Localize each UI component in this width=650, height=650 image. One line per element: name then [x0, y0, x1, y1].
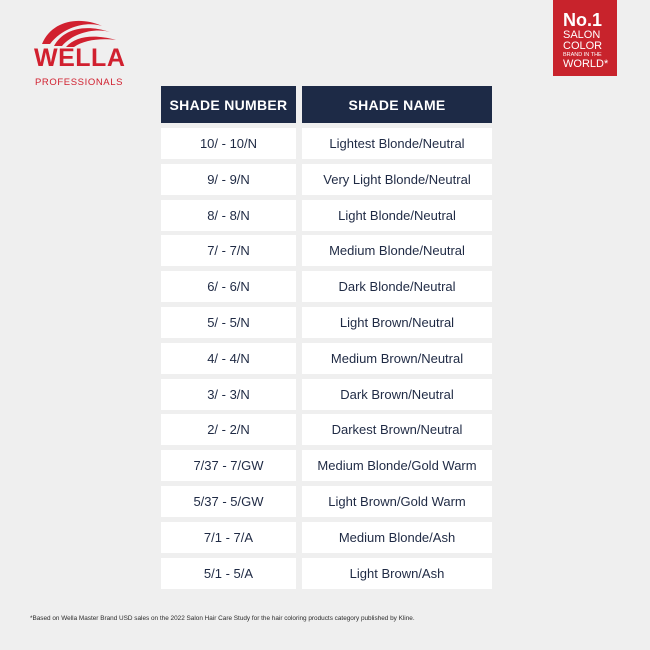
table-row	[0, 164, 650, 200]
shade-name-cell: Light Brown/Gold Warm	[302, 486, 492, 517]
table-row	[0, 343, 650, 379]
shade-name-cell: Medium Blonde/Gold Warm	[302, 450, 492, 481]
wella-logo	[30, 14, 140, 88]
table-row	[0, 200, 650, 236]
shade-table-body	[0, 128, 650, 593]
shade-number-cell: 7/1 - 7/A	[161, 522, 296, 553]
shade-name-cell: Light Blonde/Neutral	[302, 200, 492, 231]
shade-number-cell: 7/37 - 7/GW	[161, 450, 296, 481]
shade-number-cell: 9/ - 9/N	[161, 164, 296, 195]
table-row	[0, 522, 650, 558]
badge-line-3: COLOR	[563, 40, 603, 52]
badge-line-1: No.1	[563, 10, 603, 30]
shade-name-cell: Darkest Brown/Neutral	[302, 414, 492, 445]
shade-number-cell: 2/ - 2/N	[161, 414, 296, 445]
column-header-shade-number: SHADE NUMBER	[161, 86, 296, 123]
badge-line-4: BRAND IN THE	[563, 52, 602, 58]
table-row	[0, 486, 650, 522]
shade-name-cell: Medium Blonde/Ash	[302, 522, 492, 553]
shade-number-cell: 10/ - 10/N	[161, 128, 296, 159]
shade-number-cell: 5/1 - 5/A	[161, 558, 296, 589]
no1-badge	[553, 0, 617, 76]
footnote: *Based on Wella Master Brand USD sales on the 2022 Salon Hair Care Study for the hair coloring products category published by Kline.	[30, 615, 415, 622]
table-row	[0, 307, 650, 343]
shade-name-cell: Light Brown/Ash	[302, 558, 492, 589]
shade-number-cell: 6/ - 6/N	[161, 271, 296, 302]
table-row	[0, 450, 650, 486]
table-row	[0, 271, 650, 307]
shade-number-cell: 5/ - 5/N	[161, 307, 296, 338]
table-row	[0, 379, 650, 415]
table-row	[0, 414, 650, 450]
shade-number-cell: 4/ - 4/N	[161, 343, 296, 374]
shade-number-cell: 3/ - 3/N	[161, 379, 296, 410]
table-row	[0, 558, 650, 594]
shade-name-cell: Very Light Blonde/Neutral	[302, 164, 492, 195]
shade-number-cell: 7/ - 7/N	[161, 235, 296, 266]
shade-name-cell: Light Brown/Neutral	[302, 307, 492, 338]
table-row	[0, 128, 650, 164]
shade-name-cell: Lightest Blonde/Neutral	[302, 128, 492, 159]
brand-sub: PROFESSIONALS	[35, 77, 124, 88]
shade-name-cell: Dark Brown/Neutral	[302, 379, 492, 410]
brand-name: WELLA	[34, 44, 126, 72]
wella-hair-wave-icon	[40, 14, 120, 48]
badge-line-5: WORLD*	[563, 57, 609, 70]
badge-line-2: SALON	[563, 29, 601, 41]
table-row	[0, 235, 650, 271]
shade-name-cell: Dark Blonde/Neutral	[302, 271, 492, 302]
shade-number-cell: 5/37 - 5/GW	[161, 486, 296, 517]
shade-number-cell: 8/ - 8/N	[161, 200, 296, 231]
column-header-shade-name: SHADE NAME	[302, 86, 492, 123]
shade-name-cell: Medium Brown/Neutral	[302, 343, 492, 374]
shade-name-cell: Medium Blonde/Neutral	[302, 235, 492, 266]
